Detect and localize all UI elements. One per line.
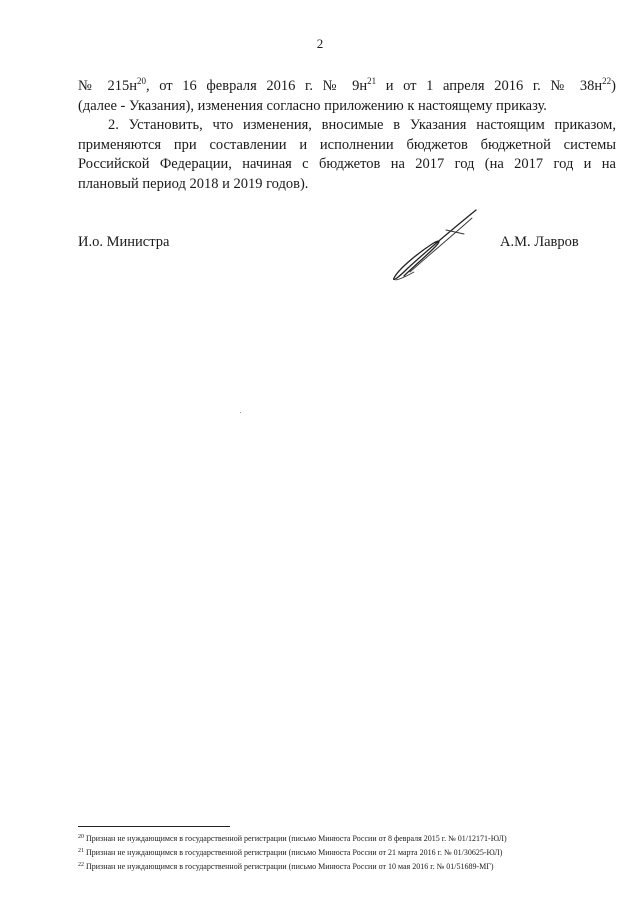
signatory-name: А.М. Лавров	[500, 234, 579, 250]
footnote-ref-20: 20	[136, 76, 146, 86]
page-number: 2	[316, 36, 324, 51]
paragraph-1-line-1	[78, 77, 616, 97]
footnote-22	[78, 860, 618, 874]
footnote-ref-22: 22	[602, 76, 612, 86]
paragraph-2	[78, 116, 616, 194]
footnote-21	[78, 846, 618, 860]
footnote-20	[78, 832, 618, 846]
signatory-title: И.о. Министра	[78, 234, 170, 250]
footnote-text: Признан не нуждающимся в государственной регистрации (письмо Минюста России от 21 марта 2016 г. № 01/30625-ЮЛ)	[86, 848, 503, 857]
paragraph-2-line-4: плановый период 2018 и 2019 годов).	[78, 175, 309, 192]
footnotes-section	[78, 832, 618, 874]
paragraph-1	[78, 77, 616, 116]
scan-speck	[240, 412, 241, 413]
footnote-divider	[78, 826, 230, 827]
footnote-ref-21: 21	[367, 76, 377, 86]
paragraph-1-mid-1: , от 16 февраля 2016 г. № 9н	[145, 78, 368, 94]
footnote-text: Признан не нуждающимся в государственной регистрации (письмо Минюста России от 8 февраля 2015 г. № 01/12171-ЮЛ)	[86, 834, 507, 843]
paragraph-1-line-2: (далее - Указания), изменения согласно приложению к настоящему приказу.	[78, 97, 547, 114]
paragraph-2-line-1: 2. Установить, что изменения, вносимые в Указания настоящим приказом,	[108, 117, 616, 133]
paragraph-1-mid-2: и от 1 апреля 2016 г. № 38н	[376, 78, 603, 94]
footnote-number: 21	[78, 848, 84, 854]
paragraph-1-suffix: )	[611, 78, 616, 94]
paragraph-2-line-2: применяются при составлении и исполнении бюджетов бюджетной системы	[78, 136, 616, 153]
footnote-text: Признан не нуждающимся в государственной регистрации (письмо Минюста России от 10 мая 2016 г. № 01/51689-МГ)	[86, 862, 494, 871]
paragraph-2-line-3: Российской Федерации, начиная с бюджетов на 2017 год (на 2017 год и на	[78, 156, 616, 172]
footnote-number: 20	[78, 834, 84, 840]
handwritten-signature	[384, 206, 484, 286]
footnote-number: 22	[78, 862, 84, 868]
paragraph-1-prefix: № 215н	[78, 78, 137, 94]
